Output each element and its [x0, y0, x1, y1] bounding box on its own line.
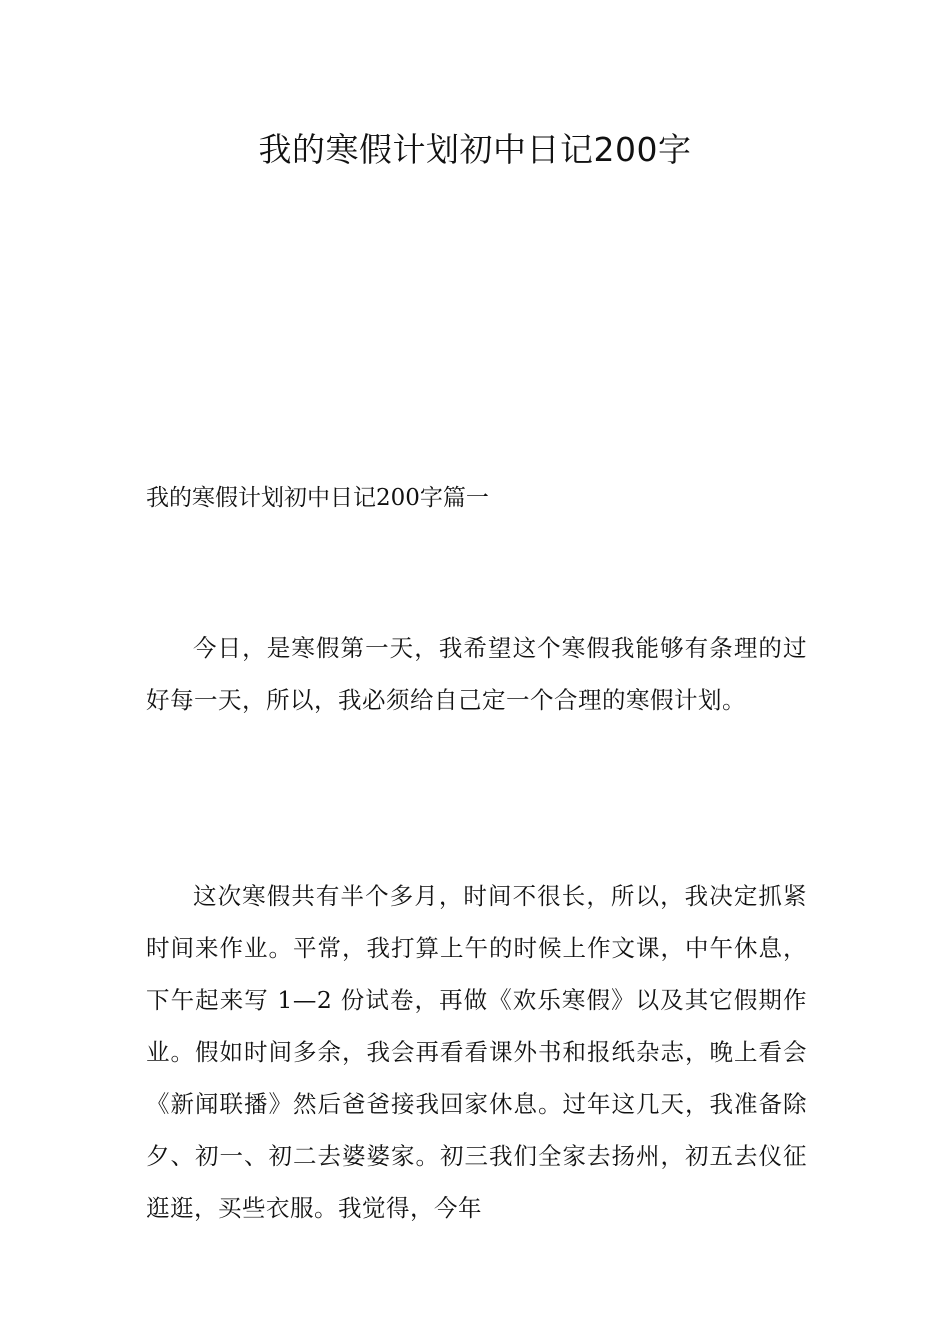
paragraph-2: 这次寒假共有半个多月，时间不很长，所以，我决定抓紧时间来作业。平常，我打算上午的时候上作文课，中午休息，下午起来写 1—2 份试卷，再做《欢乐寒假》以及其它假期作业。假如时间多余，我会再看看课外书和报纸杂志，晚上看会《新闻联播》然后爸爸接我回家休息。过年这几天，我准备除夕、初一、初二去婆婆家。初三我们全家去扬州，初五去仪征逛逛，买些衣服。我觉得，今年 [146, 882, 807, 1222]
paragraph-1: 今日，是寒假第一天，我希望这个寒假我能够有条理的过好每一天，所以，我必须给自己定一个合理的寒假计划。 [146, 634, 807, 714]
document-title: 我的寒假计划初中日记200字 [258, 130, 692, 169]
section-heading: 我的寒假计划初中日记200字篇一 [146, 485, 489, 511]
